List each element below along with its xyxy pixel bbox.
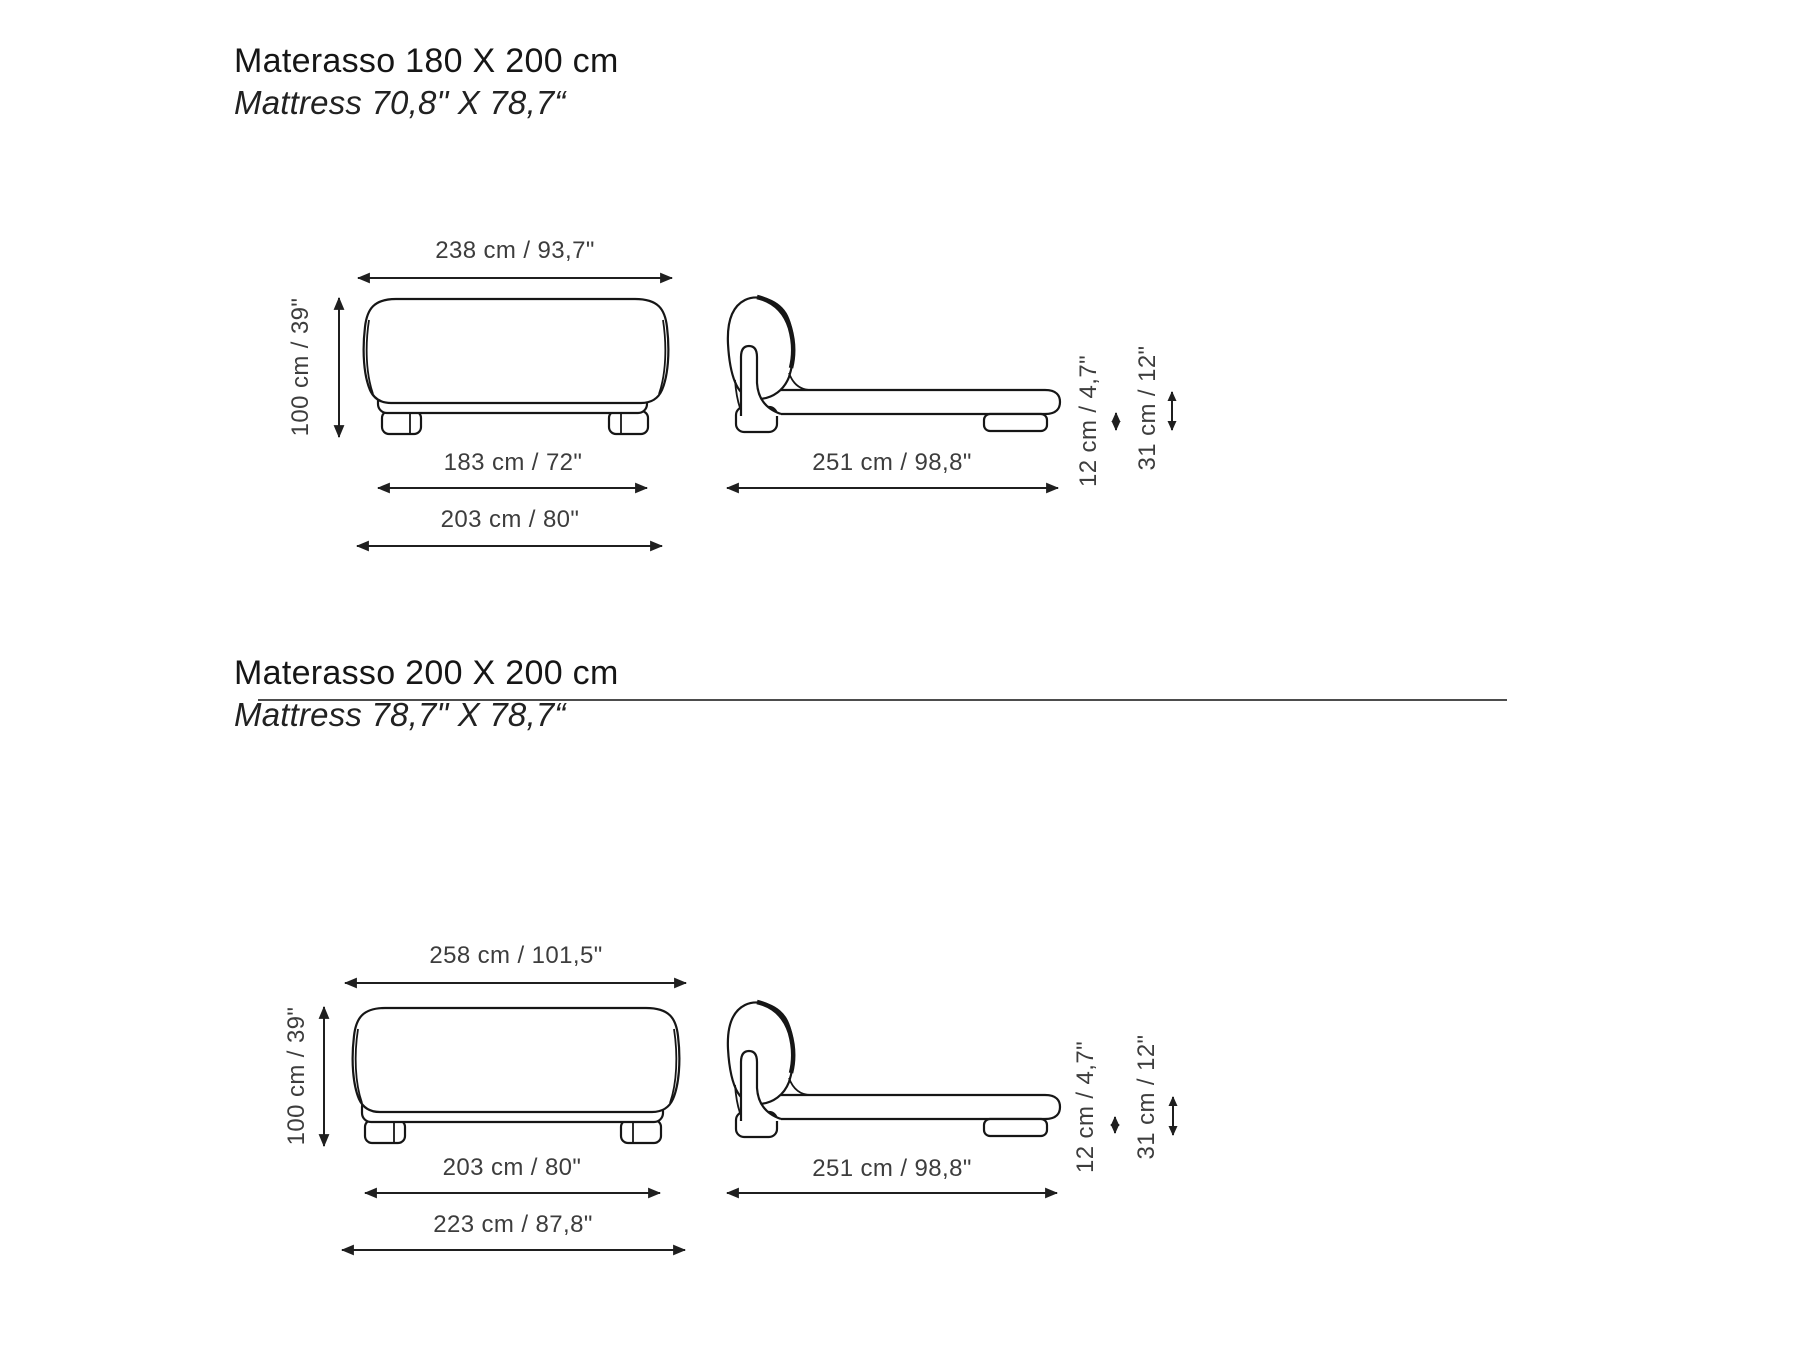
dim-label-side-depth-1: 251 cm / 98,8" (812, 449, 972, 476)
section-title-1: Materasso 180 X 200 cm (234, 42, 619, 80)
dim-label-front-bottom-width-1: 203 cm / 80" (440, 506, 580, 533)
dim-label-front-overall-width-1: 238 cm / 93,7" (435, 237, 595, 264)
bed-front-view-drawing-1 (364, 299, 669, 434)
headboard-platform-joint-2 (789, 1078, 811, 1095)
dim-label-front-base-width-2: 203 cm / 80" (442, 1154, 582, 1181)
dim-label-front-base-width-1: 183 cm / 72" (443, 449, 583, 476)
bed-front-view-drawing-2 (353, 1008, 680, 1143)
headboard-platform-joint-1 (789, 373, 811, 390)
section-header-1 (234, 40, 619, 124)
bed-platform-side-2 (760, 1095, 1060, 1119)
dim-label-side-thickness-2: 12 cm / 4,7" (1072, 1040, 1099, 1174)
section-title-2: Materasso 200 X 200 cm (234, 654, 619, 692)
bed-platform-side-1 (760, 390, 1060, 414)
bed-side-view-drawing-1 (728, 297, 1060, 432)
dim-label-side-height-1: 31 cm / 12" (1134, 345, 1161, 471)
bed-foot-side-2 (984, 1119, 1047, 1136)
dim-label-side-height-2: 31 cm / 12" (1133, 1034, 1160, 1160)
dim-label-front-bottom-width-2: 223 cm / 87,8" (433, 1211, 593, 1238)
mattress-body-front-1 (364, 299, 669, 403)
dim-label-front-height-1: 100 cm / 39" (287, 297, 314, 437)
bed-foot-side-1 (984, 414, 1047, 431)
bed-side-view-drawing-2 (728, 1002, 1060, 1137)
bed-feet-front-1 (382, 411, 648, 434)
section-subtitle-1: Mattress 70,8" X 78,7“ (234, 84, 566, 121)
dim-label-front-overall-width-2: 258 cm / 101,5" (429, 942, 603, 969)
bed-feet-front-2 (365, 1120, 661, 1143)
dim-label-side-depth-2: 251 cm / 98,8" (812, 1155, 972, 1182)
dim-label-front-height-2: 100 cm / 39" (283, 1006, 310, 1146)
dim-label-side-thickness-1: 12 cm / 4,7" (1075, 354, 1102, 488)
section-subtitle-2: Mattress 78,7" X 78,7“ (234, 696, 566, 733)
section-header-2 (234, 652, 619, 736)
mattress-body-front-2 (353, 1008, 680, 1112)
